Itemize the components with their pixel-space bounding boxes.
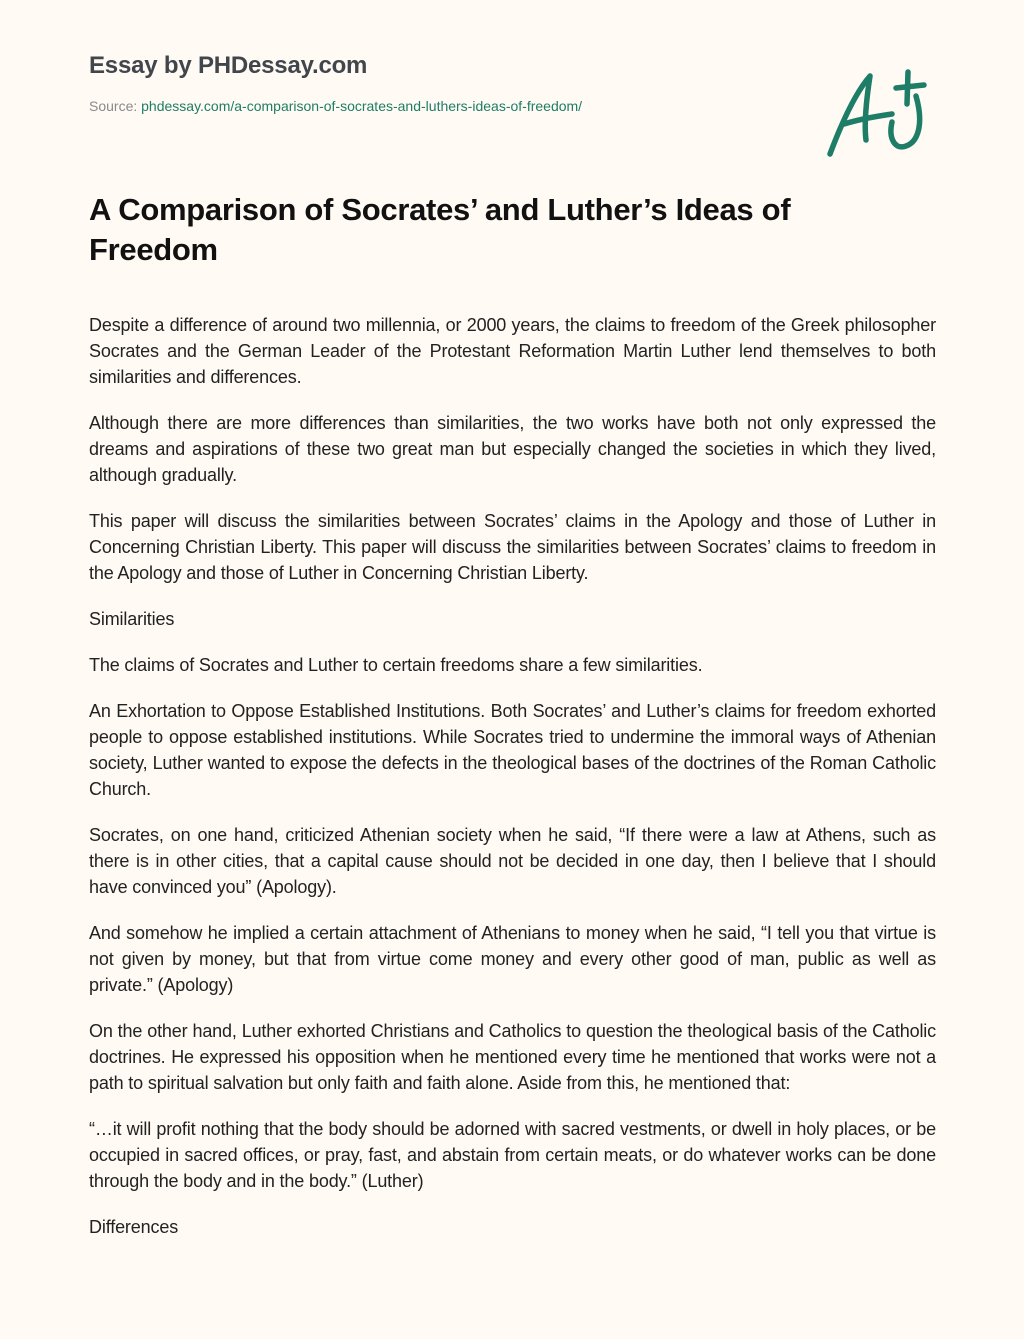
section-heading-differences: Differences: [89, 1217, 179, 1237]
essay-paragraph: And somehow he implied a certain attachment of Athenians to money when he said, “I tell you that virtue is not given by money, but that from virtue come money and every other good of man, public as well as private.” (Apology): [89, 923, 936, 995]
essay-paragraph: Although there are more differences than similarities, the two works have both not only expressed the dreams and aspirations of these two great man but especially changed the societies in which they lived, although gradually.: [89, 413, 936, 485]
essay-body: [89, 312, 936, 1260]
section-heading-similarities: Similarities: [89, 609, 175, 629]
site-header: [89, 50, 789, 116]
site-name: Essay by PHDessay.com: [89, 52, 368, 79]
essay-quote: “…it will profit nothing that the body should be adorned with sacred vestments, or dwell in holy places, or be occupied in sacred offices, or pray, fast, and abstain from certain meats, or do whatever works can be done through the body and in the body.” (Luther): [89, 1119, 936, 1191]
source-line: [89, 96, 789, 116]
essay-paragraph: Despite a difference of around two millennia, or 2000 years, the claims to freedom of the Greek philosopher Socrates and the German Leader of the Protestant Reformation Martin Luther lend themselves to both similarities and differences.: [89, 315, 936, 387]
a-plus-grade-icon: [820, 62, 930, 162]
essay-paragraph: Socrates, on one hand, criticized Athenian society when he said, “If there were a law at Athens, such as there is in other cities, that a capital cause should not be decided in one day, then I believe that I should have convinced you” (Apology).: [89, 825, 936, 897]
essay-paragraph: On the other hand, Luther exhorted Christians and Catholics to question the theological basis of the Catholic doctrines. He expressed his opposition when he mentioned every time he mentioned that works were not a path to spiritual salvation but only faith and faith alone. Aside from this, he mentioned that:: [89, 1021, 936, 1093]
essay-paragraph: An Exhortation to Oppose Established Institutions. Both Socrates’ and Luther’s claims for freedom exhorted people to oppose established institutions. While Socrates tried to undermine the immoral ways of Athenian society, Luther wanted to expose the defects in the theological bases of the doctrines of the Roman Catholic Church.: [89, 701, 936, 799]
essay-paragraph: This paper will discuss the similarities between Socrates’ claims in the Apology and those of Luther in Concerning Christian Liberty. This paper will discuss the similarities between Socrates’ claims to freedom in the Apology and those of Luther in Concerning Christian Liberty.: [89, 511, 936, 583]
source-link[interactable]: phdessay.com/a-comparison-of-socrates-and-luthers-ideas-of-freedom/: [141, 98, 583, 114]
essay-title: A Comparison of Socrates’ and Luther’s Ideas of Freedom: [89, 192, 791, 267]
essay-paragraph: The claims of Socrates and Luther to certain freedoms share a few similarities.: [89, 655, 703, 675]
source-label: Source:: [89, 98, 142, 114]
